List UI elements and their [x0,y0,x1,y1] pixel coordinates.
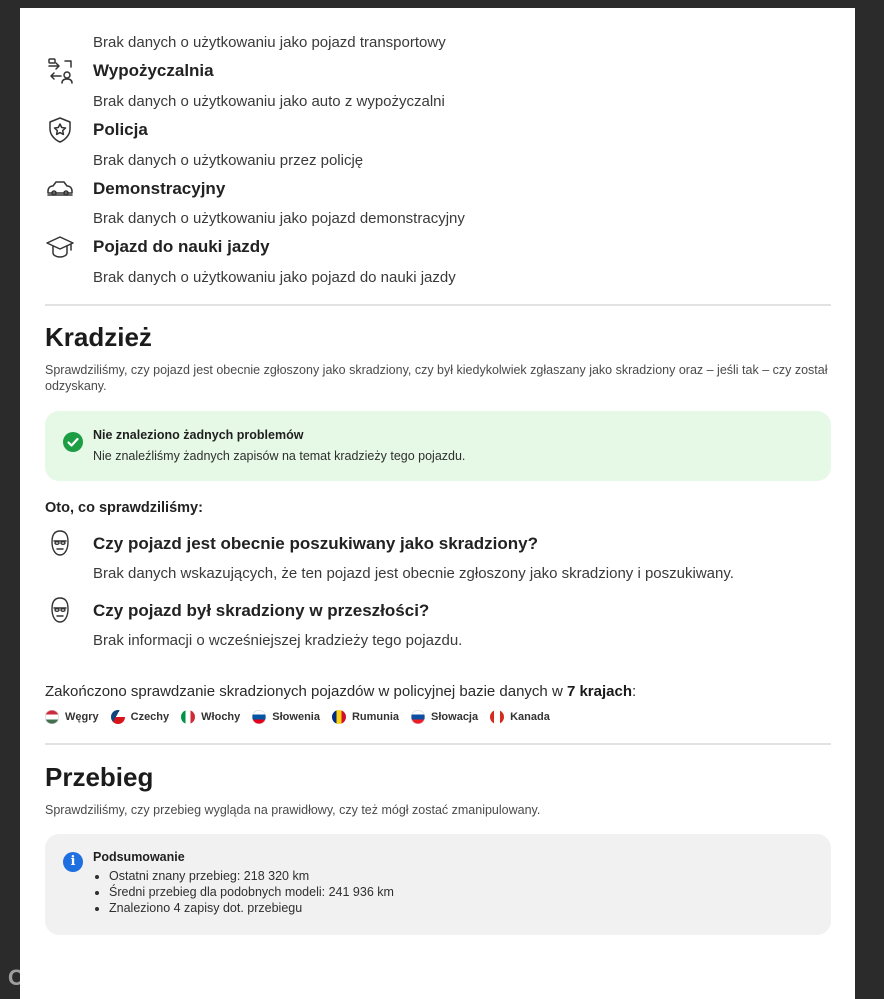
info-icon: i [63,852,83,872]
mileage-intro: Sprawdziliśmy, czy przebieg wygląda na prawidłowy, czy też mógł zostać zmanipulowany. [45,803,541,817]
flag-icon [411,710,425,724]
flag-icon [332,710,346,724]
police-db-text: Zakończono sprawdzanie skradzionych pojazdów w policyjnej bazie danych w [45,683,567,700]
section-divider [45,743,831,745]
country-name: Węgry [65,711,99,723]
mileage-section-title: Przebieg [45,762,154,792]
usage-police-desc: Brak danych o użytkowaniu przez policję [93,152,364,169]
question-currently-stolen-title: Czy pojazd jest obecnie poszukiwany jako skradziony? [93,534,538,553]
car-demo-icon [45,173,75,203]
usage-demo-title: Demonstracyjny [93,179,226,198]
list-item: • Znaleziono 4 zapisy dot. przebiegu [109,900,394,916]
check-circle-icon [63,432,83,452]
theft-alert-title: Nie znaleziono żadnych problemów [93,428,304,442]
country-name: Czechy [130,711,170,723]
usage-transport-desc: Brak danych o użytkowaniu jako pojazd transportowy [93,34,446,51]
flag-icon [181,710,195,724]
theft-intro: Sprawdziliśmy, czy pojazd jest obecnie zgłoszony jako skradziony, czy był kiedykolwiek zgłaszany jako skradziony oraz – jeśli tak – czy został odzyskany. [45,363,828,393]
police-db-colon: : [632,683,637,700]
country-item [252,709,320,725]
flag-icon [111,710,125,724]
mileage-summary-box [45,834,831,935]
usage-demo-desc: Brak danych o użytkowaniu jako pojazd demonstracyjny [93,210,465,227]
police-db-summary [45,683,636,700]
car-rental-icon [45,56,75,86]
usage-driving-school-title: Pojazd do nauki jazdy [93,237,270,256]
question-currently-stolen-desc: Brak danych wskazujących, że ten pojazd jest obecnie zgłoszony jako skradziony i poszukiwany. [93,565,734,582]
flag-icon [45,710,59,724]
country-list [45,709,550,725]
usage-rental-title: Wypożyczalnia [93,61,214,80]
report-page [20,8,855,999]
list-item: • Ostatni znany przebieg: 218 320 km [109,868,394,884]
flag-icon [252,710,266,724]
usage-driving-school-desc: Brak danych o użytkowaniu jako pojazd do nauki jazdy [93,269,456,286]
country-item [111,709,170,725]
mileage-summary-title: Podsumowanie [93,850,185,864]
country-item [332,709,399,725]
country-name: Kanada [510,711,550,723]
flag-icon [490,710,504,724]
country-item [45,709,99,725]
police-db-count: 7 krajach [566,683,632,700]
police-badge-icon [45,115,75,145]
question-past-stolen-desc: Brak informacji o wcześniejszej kradzieży tego pojazdu. [93,632,463,649]
country-name: Słowenia [272,711,320,723]
country-name: Włochy [201,711,241,723]
theft-status-alert [45,411,831,481]
watermark-logo: OTOMOTO [8,965,128,990]
country-name: Rumunia [351,711,400,723]
section-divider [45,304,831,306]
mileage-summary-list [93,868,394,916]
graduation-cap-icon [45,232,75,262]
country-name: Słowacja [431,711,479,723]
thief-mask-icon [45,528,75,558]
question-past-stolen-title: Czy pojazd był skradziony w przeszłości? [93,601,430,620]
usage-police-title: Policja [93,120,148,139]
list-item: • Średni przebieg dla podobnych modeli: 241 936 km [109,884,394,900]
theft-section-title: Kradzież [45,322,152,352]
theft-alert-text: Nie znaleźliśmy żadnych zapisów na temat kradzieży tego pojazdu. [93,449,466,463]
usage-rental-desc: Brak danych o użytkowaniu jako auto z wypożyczalni [93,93,445,110]
country-item [411,709,478,725]
thief-mask-icon [45,595,75,625]
country-item [490,709,550,725]
checked-heading: Oto, co sprawdziliśmy: [45,500,203,516]
country-item [181,709,240,725]
